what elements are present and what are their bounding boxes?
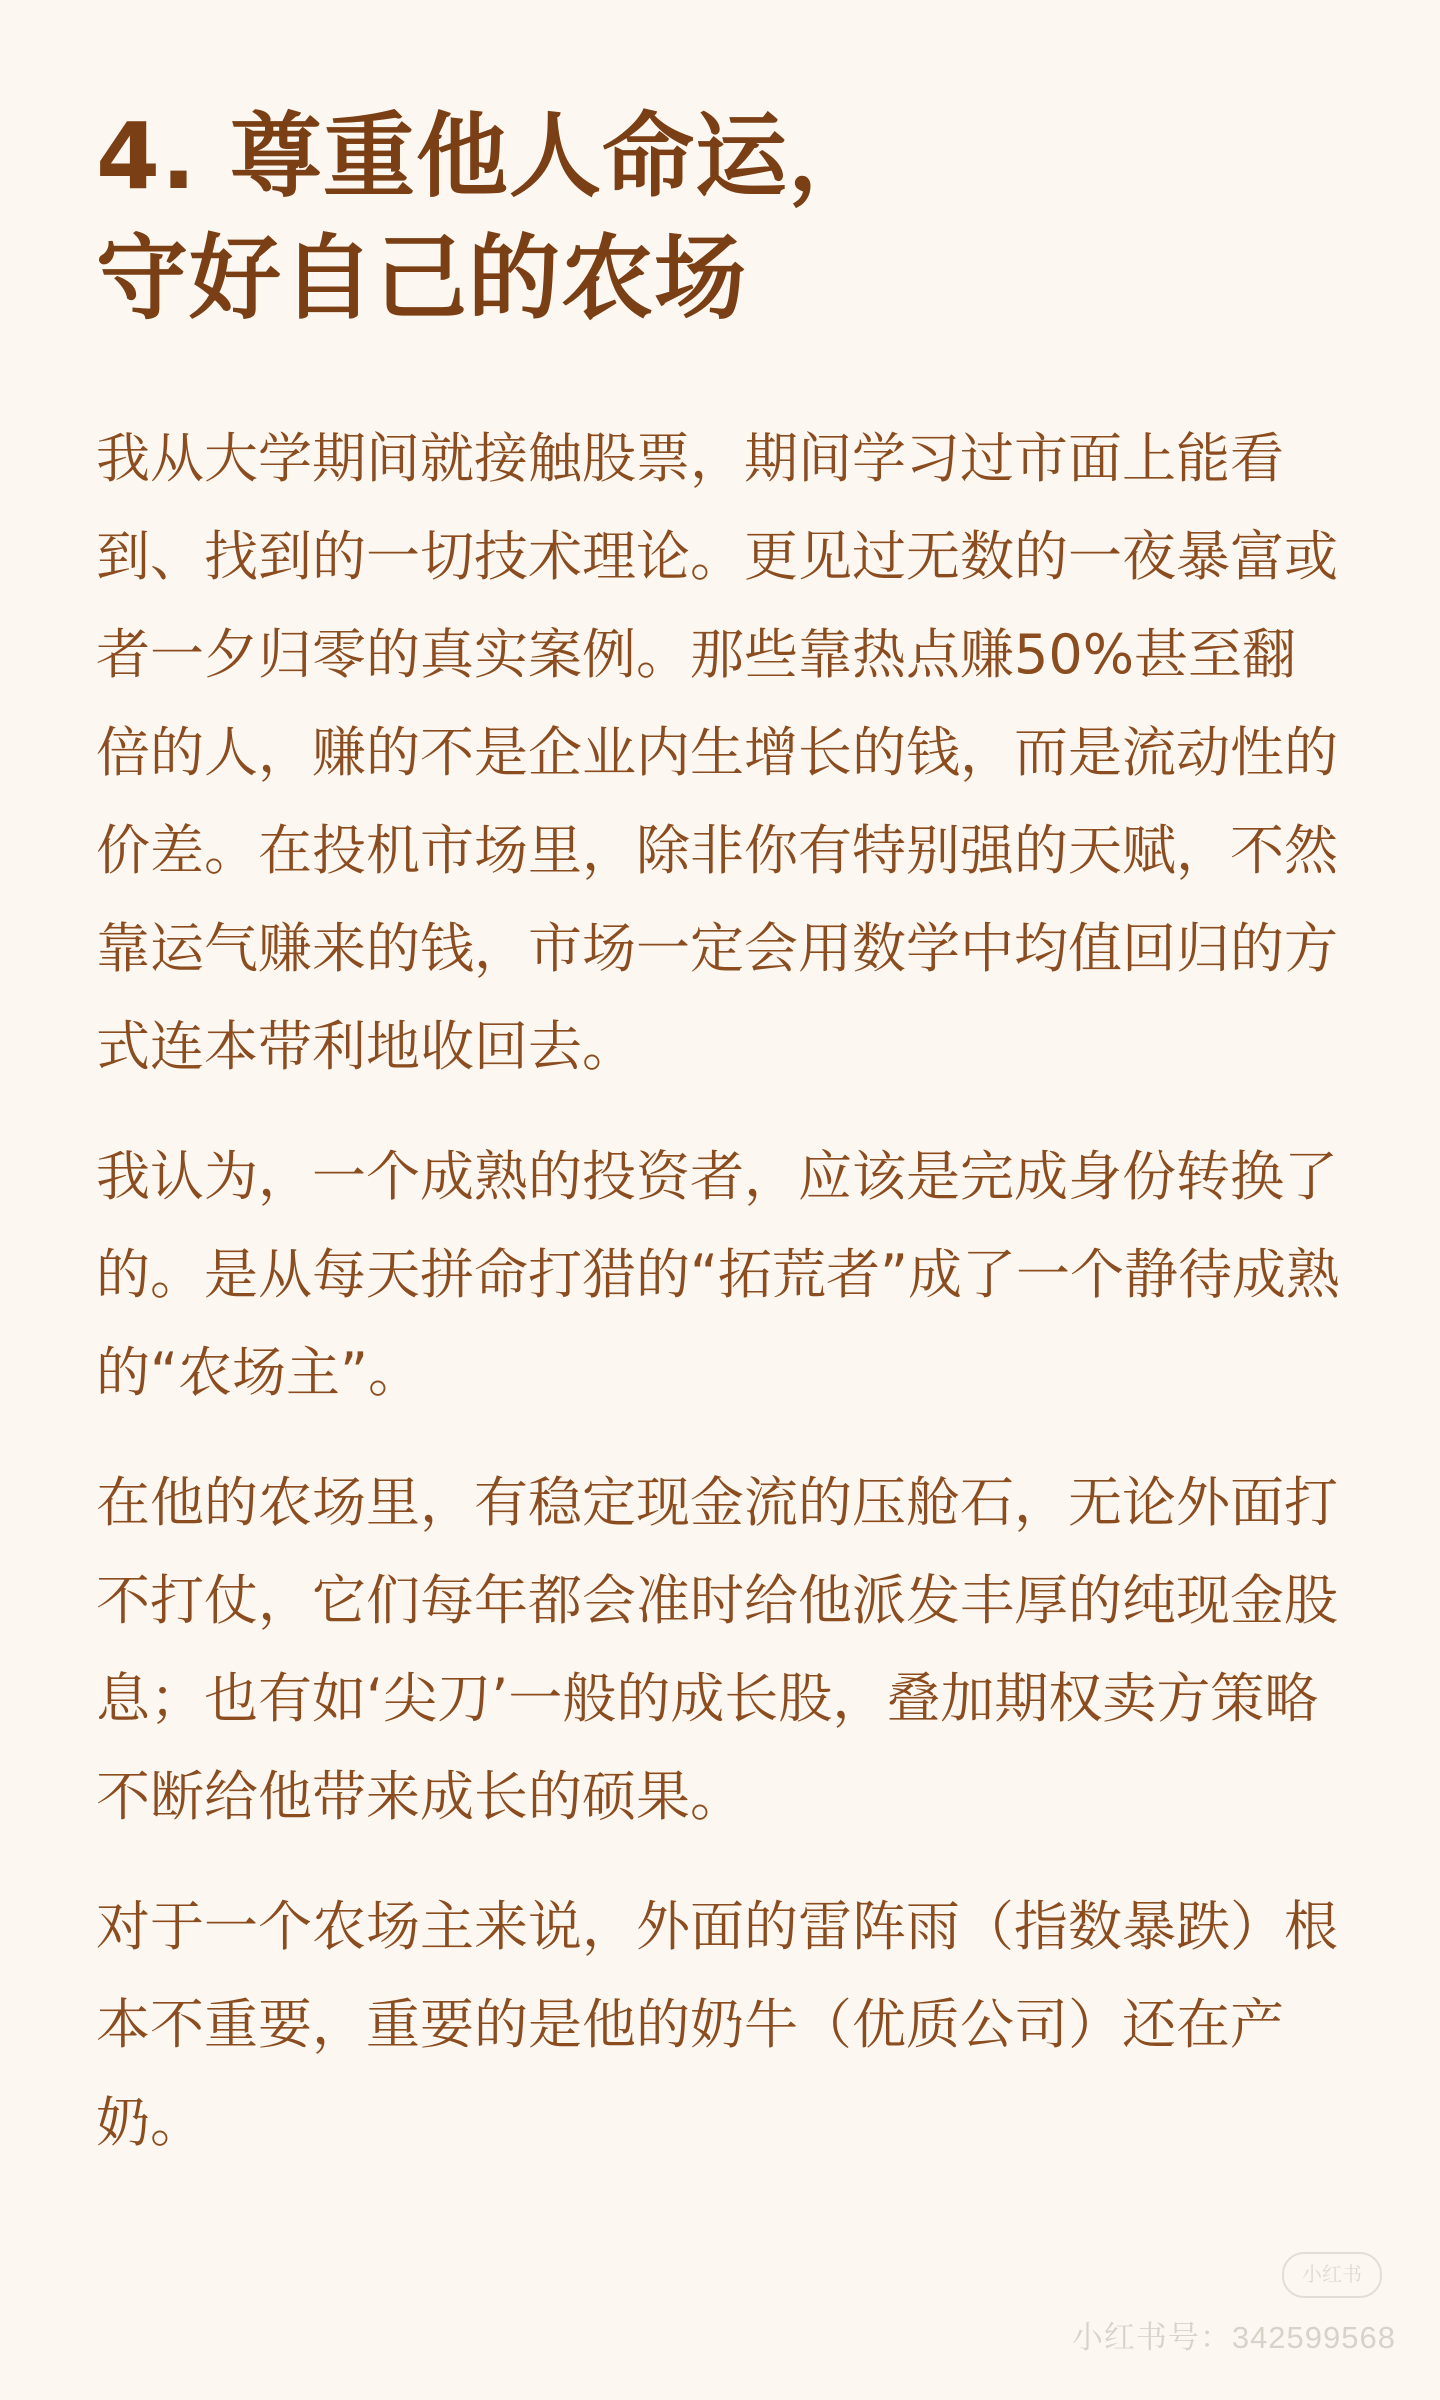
paragraph-4: 对于一个农场主来说，外面的雷阵雨（指数暴跌）根本不重要，重要的是他的奶牛（优质公司）还在产奶。 <box>96 1895 1338 2154</box>
account-watermark: 小红书号：342599568 <box>1071 2320 1396 2355</box>
paragraph-2: 我认为，一个成熟的投资者，应该是完成身份转换了的。是从每天拼命打猎的“拓荒者”成了一个静待成熟的“农场主”。 <box>96 1145 1340 1404</box>
xiaohongshu-logo: 小红书 <box>1282 2252 1382 2298</box>
paragraph-1: 我从大学期间就接触股票，期间学习过市面上能看到、找到的一切技术理论。更见过无数的一夜暴富或者一夕归零的真实案例。那些靠热点赚50%甚至翻倍的人，赚的不是企业内生增长的钱，而是流动性的价差。在投机市场里，除非你有特别强的天赋，不然靠运气赚来的钱，市场一定会用数学中均值回归的方式连本带利地收回去。 <box>96 427 1338 1078</box>
article-body <box>96 410 1346 2204</box>
title-line-1: 4. 尊重他人命运， <box>96 103 881 210</box>
title-line-2: 守好自己的农场 <box>96 225 748 332</box>
paragraph-3: 在他的农场里，有稳定现金流的压舱石，无论外面打不打仗，它们每年都会准时给他派发丰厚的纯现金股息；也有如‘尖刀’一般的成长股，叠加期权卖方策略不断给他带来成长的硕果。 <box>96 1471 1338 1828</box>
article-title <box>96 96 1346 340</box>
